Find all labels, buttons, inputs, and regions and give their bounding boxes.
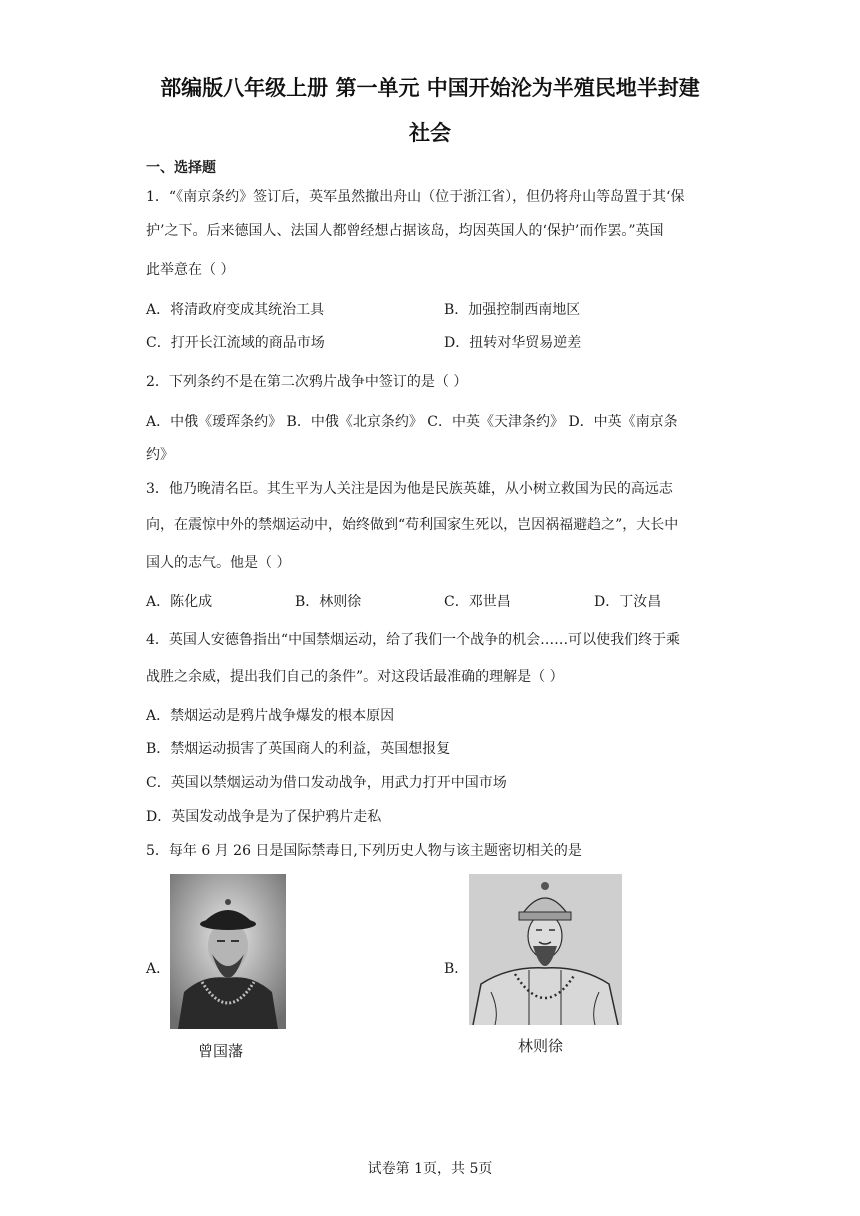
- question-1-option-d[interactable]: D．扭转对华贸易逆差: [444, 335, 582, 351]
- question-4-line-1: 4．英国人安德鲁指出“中国禁烟运动，给了我们一个战争的机会……可以使我们终于乘: [146, 632, 681, 648]
- question-2-options[interactable]: A．中俄《瑷珲条约》 B．中俄《北京条约》 C．中英《天津条约》 D．中英《南京条: [146, 414, 678, 430]
- question-3-line-2: 向，在震惊中外的禁烟运动中，始终做到“苟利国家生死以，岂因祸福避趋之”，大长中: [146, 517, 679, 533]
- question-2-stem: 2．下列条约不是在第二次鸦片战争中签订的是（ ）: [146, 374, 468, 390]
- page-title-continued: 社会: [409, 121, 451, 145]
- question-3-option-c[interactable]: C．邓世昌: [444, 594, 511, 610]
- question-3-line-1: 3．他乃晚清名臣。其生平为人关注是因为他是民族英雄，从小树立救国为民的高远志: [146, 481, 673, 497]
- question-3-line-3: 国人的志气。他是（ ）: [146, 555, 291, 571]
- question-5-stem: 5．每年 6 月 26 日是国际禁毒日,下列历史人物与该主题密切相关的是: [146, 843, 582, 859]
- question-5-option-a-label[interactable]: A．: [146, 961, 171, 977]
- question-4-option-a[interactable]: A．禁烟运动是鸦片战争爆发的根本原因: [146, 708, 395, 724]
- question-3-option-d[interactable]: D．丁汝昌: [594, 594, 662, 610]
- question-3-option-a[interactable]: A．陈化成: [146, 594, 213, 610]
- portrait-a-caption: 曾国藩: [198, 1042, 244, 1060]
- question-1-line-3: 此举意在（ ）: [146, 262, 235, 278]
- portrait-photo-zeng-guofan[interactable]: [170, 874, 286, 1029]
- question-2-options-continued: 约》: [146, 447, 174, 463]
- question-4-option-b[interactable]: B．禁烟运动损害了英国商人的利益，英国想报复: [146, 741, 451, 757]
- question-1-option-a[interactable]: A．将清政府变成其统治工具: [146, 302, 325, 318]
- question-1-option-b[interactable]: B．加强控制西南地区: [444, 302, 581, 318]
- question-1-option-c[interactable]: C．打开长江流域的商品市场: [146, 335, 325, 351]
- portrait-b-caption: 林则徐: [518, 1037, 564, 1055]
- question-4-option-c[interactable]: C．英国以禁烟运动为借口发动战争，用武力打开中国市场: [146, 775, 507, 791]
- page-title: 部编版八年级上册 第一单元 中国开始沦为半殖民地半封建: [160, 76, 700, 100]
- question-1-line-1: 1．“《南京条约》签订后，英军虽然撤出舟山（位于浙江省），但仍将舟山等岛置于其‘保: [146, 189, 685, 205]
- question-5-option-b-label[interactable]: B．: [444, 961, 469, 977]
- question-3-option-b[interactable]: B．林则徐: [295, 594, 362, 610]
- section-heading: 一、选择题: [146, 160, 216, 176]
- page-footer: 试卷第 1页，共 5页: [367, 1161, 493, 1177]
- portrait-drawing-lin-zexu[interactable]: [469, 874, 622, 1025]
- question-4-option-d[interactable]: D．英国发动战争是为了保护鸦片走私: [146, 809, 382, 825]
- question-1-line-2: 护’之下。后来德国人、法国人都曾经想占据该岛，均因英国人的‘保护’而作罢。”英国: [146, 223, 664, 239]
- question-4-line-2: 战胜之余威，提出我们自己的条件”。对这段话最准确的理解是（ ）: [146, 669, 564, 685]
